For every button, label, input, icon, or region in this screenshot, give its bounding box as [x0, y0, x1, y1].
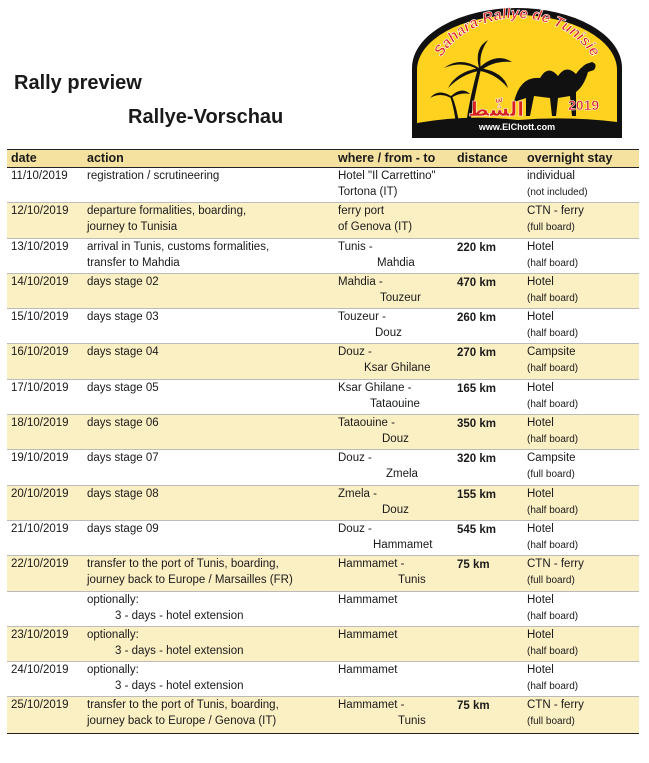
table-row	[7, 380, 639, 415]
row-date: 23/10/2019	[11, 628, 69, 641]
row-where-from: Hammamet -	[338, 699, 405, 712]
row-date: 20/10/2019	[11, 487, 69, 500]
row-date: 18/10/2019	[11, 417, 69, 430]
logo-arc-text: Sahara-Rallye de Tunisie	[430, 6, 604, 60]
row-date: 24/10/2019	[11, 664, 69, 677]
row-where-from: Tataouine -	[338, 417, 395, 430]
col-header-where: where / from - to	[338, 151, 436, 165]
row-where-to: Douz	[382, 503, 409, 516]
row-stay: Hotel	[527, 522, 554, 535]
row-stay-board: (half board)	[527, 504, 579, 516]
col-header-stay: overnight stay	[527, 151, 613, 165]
row-where-to: of Genova (IT)	[338, 221, 413, 234]
row-action-line1: optionally:	[87, 593, 139, 606]
row-stay: Hotel	[527, 593, 554, 606]
table-row	[7, 592, 639, 627]
row-action-line2: journey back to Europe / Genova (IT)	[87, 715, 277, 728]
row-action-line2: 3 - days - hotel extension	[115, 680, 244, 693]
table-row	[7, 556, 639, 591]
row-date: 14/10/2019	[11, 275, 69, 288]
row-where-from: Hammamet	[338, 664, 398, 677]
row-stay-board: (half board)	[527, 328, 579, 340]
row-where-from: Zmela -	[338, 487, 377, 500]
row-stay-board: (full board)	[527, 469, 575, 481]
row-stay-board: (half board)	[527, 645, 579, 657]
row-distance: 75 km	[457, 559, 490, 572]
row-action-line1: days stage 02	[87, 275, 159, 288]
row-where-from: Douz -	[338, 346, 372, 359]
table-row	[7, 450, 639, 485]
row-stay: CTN - ferry	[527, 558, 584, 571]
row-where-from: Douz -	[338, 452, 372, 465]
row-action-line1: days stage 05	[87, 381, 159, 394]
row-stay: Campsite	[527, 346, 576, 359]
row-distance: 165 km	[457, 382, 497, 395]
row-where-to: Ksar Ghilane	[364, 362, 431, 375]
row-stay: Campsite	[527, 452, 576, 465]
row-where-to: Hammamet	[373, 538, 433, 551]
row-action-line1: departure formalities, boarding,	[87, 205, 247, 218]
row-action-line1: registration / scrutineering	[87, 170, 220, 182]
row-date: 25/10/2019	[11, 699, 69, 712]
table-row	[7, 274, 639, 309]
row-action-line1: days stage 09	[87, 522, 159, 535]
logo-arabic: الشّط	[468, 97, 525, 121]
row-where-to: Zmela	[386, 468, 418, 481]
table-row	[7, 627, 639, 662]
row-stay: Hotel	[527, 381, 554, 394]
row-date: 17/10/2019	[11, 381, 69, 394]
row-distance: 350 km	[457, 418, 497, 431]
row-where-from: Hammamet	[338, 593, 398, 606]
row-action-line1: optionally:	[87, 664, 139, 677]
rally-logo	[408, 6, 626, 142]
row-where-to: Mahdia	[377, 256, 415, 269]
schedule-table	[7, 149, 639, 734]
table-row	[7, 168, 639, 203]
row-date: 16/10/2019	[11, 346, 69, 359]
row-action-line2: journey back to Europe / Marsailles (FR)	[87, 574, 293, 587]
row-stay-board: (full board)	[527, 716, 575, 728]
row-action-line1: optionally:	[87, 628, 139, 641]
row-where-to: Tortona (IT)	[338, 186, 398, 198]
row-action-line1: transfer to the port of Tunis, boarding,	[87, 558, 279, 571]
row-action-line2: 3 - days - hotel extension	[115, 644, 244, 657]
row-date: 21/10/2019	[11, 522, 69, 535]
col-header-date: date	[11, 151, 37, 165]
row-distance: 545 km	[457, 523, 497, 536]
row-date: 22/10/2019	[11, 558, 69, 571]
table-row	[7, 662, 639, 697]
col-header-action: action	[87, 151, 124, 165]
row-distance: 470 km	[457, 276, 497, 289]
row-stay: Hotel	[527, 240, 554, 253]
row-stay: Hotel	[527, 275, 554, 288]
table-row	[7, 239, 639, 274]
row-where-from: ferry port	[338, 205, 385, 218]
row-stay: Hotel	[527, 664, 554, 677]
row-stay: Hotel	[527, 417, 554, 430]
row-stay-board: (half board)	[527, 610, 579, 622]
table-header	[7, 150, 639, 168]
row-date: 11/10/2019	[11, 170, 68, 182]
row-date: 13/10/2019	[11, 240, 69, 253]
row-stay-board: (full board)	[527, 575, 575, 587]
row-where-from: Hammamet -	[338, 558, 405, 571]
row-stay: Hotel	[527, 487, 554, 500]
row-action-line1: days stage 03	[87, 311, 159, 324]
row-where-from: Douz -	[338, 522, 372, 535]
row-action-line1: days stage 06	[87, 417, 159, 430]
row-distance: 155 km	[457, 488, 497, 501]
row-distance: 270 km	[457, 347, 497, 360]
row-stay-board: (not included)	[527, 187, 588, 198]
row-where-from: Touzeur -	[338, 311, 386, 324]
table-row	[7, 415, 639, 450]
row-action-line2: journey to Tunisia	[87, 221, 178, 234]
col-header-distance: distance	[457, 151, 508, 165]
row-stay: CTN - ferry	[527, 699, 584, 712]
row-distance: 220 km	[457, 241, 497, 254]
row-stay-board: (half board)	[527, 434, 579, 446]
row-distance: 260 km	[457, 312, 497, 325]
row-action-line2: transfer to Mahdia	[87, 256, 180, 269]
table-row	[7, 203, 639, 238]
row-where-to: Tunis	[398, 715, 426, 728]
row-date: 19/10/2019	[11, 452, 69, 465]
row-where-to: Tunis	[398, 574, 426, 587]
table-row	[7, 309, 639, 344]
table-row	[7, 697, 639, 732]
page-title-english: Rally preview	[14, 72, 142, 94]
row-action-line1: transfer to the port of Tunis, boarding,	[87, 699, 279, 712]
table-row	[7, 486, 639, 521]
row-stay-board: (half board)	[527, 363, 579, 375]
row-where-from: Hammamet	[338, 628, 398, 641]
row-action-line1: days stage 07	[87, 452, 159, 465]
row-stay-board: (half board)	[527, 681, 579, 693]
row-distance: 75 km	[457, 700, 490, 713]
row-where-from: Ksar Ghilane -	[338, 381, 412, 394]
logo-year: 2019	[568, 97, 600, 113]
row-date: 12/10/2019	[11, 205, 69, 218]
row-stay-board: (half board)	[527, 257, 579, 269]
page-title-german: Rallye-Vorschau	[128, 106, 284, 128]
row-stay: Hotel	[527, 628, 554, 641]
row-action-line1: arrival in Tunis, customs formalities,	[87, 240, 270, 253]
row-where-to: Touzeur	[380, 291, 421, 304]
row-distance: 320 km	[457, 453, 497, 466]
row-stay: CTN - ferry	[527, 205, 584, 218]
row-stay: Hotel	[527, 311, 554, 324]
row-stay-board: (full board)	[527, 222, 575, 234]
row-where-to: Douz	[375, 327, 402, 340]
row-stay: individual	[527, 170, 575, 182]
row-where-from: Tunis -	[338, 240, 373, 253]
table-row	[7, 521, 639, 556]
logo-url: www.ElChott.com	[478, 122, 556, 132]
row-stay-board: (half board)	[527, 398, 579, 410]
row-where-to: Tataouine	[370, 397, 420, 410]
row-where-from: Hotel "Il Carrettino"	[338, 170, 436, 182]
table-row	[7, 344, 639, 379]
row-date: 15/10/2019	[11, 311, 69, 324]
row-stay-board: (half board)	[527, 539, 579, 551]
row-stay-board: (half board)	[527, 292, 579, 304]
row-action-line2: 3 - days - hotel extension	[115, 609, 244, 622]
row-where-from: Mahdia -	[338, 275, 383, 288]
row-action-line1: days stage 08	[87, 487, 159, 500]
row-action-line1: days stage 04	[87, 346, 159, 359]
row-where-to: Douz	[382, 433, 409, 446]
